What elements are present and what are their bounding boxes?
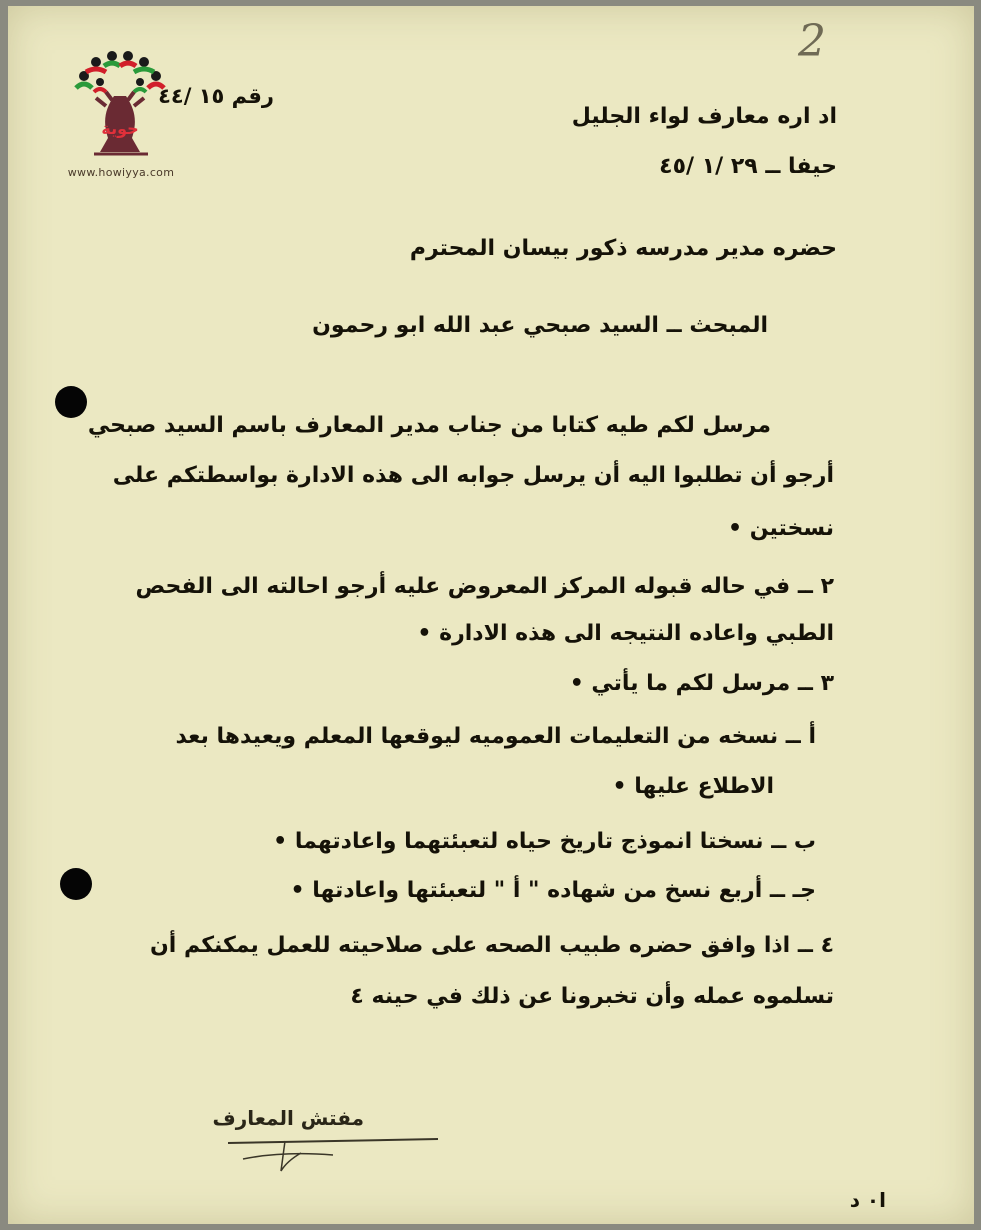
punch-hole-bottom xyxy=(60,868,92,900)
item-4-line-2: تسلموه عمله وأن تخبرونا عن ذلك في حينه ٤ xyxy=(350,984,834,1009)
item-2-line-2: الطبي واعاده النتيجه الى هذه الادارة • xyxy=(417,621,834,646)
item-3: ٣ ــ مرسل لكم ما يأتي • xyxy=(569,671,834,696)
item-2-line-1: ٢ ــ في حاله قبوله المركز المعروض عليه أرجو احالته الى الفحص xyxy=(135,574,834,599)
addressee: حضره مدير مدرسه ذكور بيسان المحترم xyxy=(409,236,837,261)
howiyya-logo xyxy=(56,48,186,188)
item-3b: ب ــ نسختا انموذج تاريخ حياه لتعبئتهما واعادتهما • xyxy=(273,829,816,854)
subject-line: المبحث ــ السيد صبحي عبد الله ابو رحمون xyxy=(312,313,768,338)
signature-mark xyxy=(223,1131,453,1176)
item-3c: جـ ــ أربع نسخ من شهاده " أ " لتعبئتها واعادتها • xyxy=(290,878,816,903)
logo-url: www.howiyya.com xyxy=(67,166,175,179)
handwritten-page-number: 2 xyxy=(798,16,826,67)
reference-number: رقم ١٥ /٤٤ xyxy=(158,84,274,108)
document-page xyxy=(8,6,974,1224)
sender-office: اد اره معارف لواء الجليل xyxy=(571,104,837,129)
footer-code: ا٠ د xyxy=(849,1188,886,1212)
svg-text:حوية: حوية xyxy=(101,119,139,138)
body-paragraph-1-line-3: نسختين • xyxy=(728,516,834,541)
body-paragraph-1-line-1: مرسل لكم طيه كتابا من جناب مدير المعارف باسم السيد صبحي xyxy=(87,413,771,438)
item-3a-line-1: أ ــ نسخه من التعليمات العموميه ليوقعها المعلم ويعيدها بعد xyxy=(175,724,816,749)
punch-hole-top xyxy=(55,386,87,418)
item-3a-line-2: الاطلاع عليها • xyxy=(612,774,774,799)
place-date: حيفا ــ ٢٩ /١ /٤٥ xyxy=(659,154,837,179)
item-4-line-1: ٤ ــ اذا وافق حضره طبيب الصحه على صلاحيته للعمل يمكنكم أن xyxy=(150,933,834,958)
body-paragraph-1-line-2: أرجو أن تطلبوا اليه أن يرسل جوابه الى هذه الادارة بواسطتكم على xyxy=(112,463,834,488)
signature-title: مفتش المعارف xyxy=(212,1106,364,1130)
